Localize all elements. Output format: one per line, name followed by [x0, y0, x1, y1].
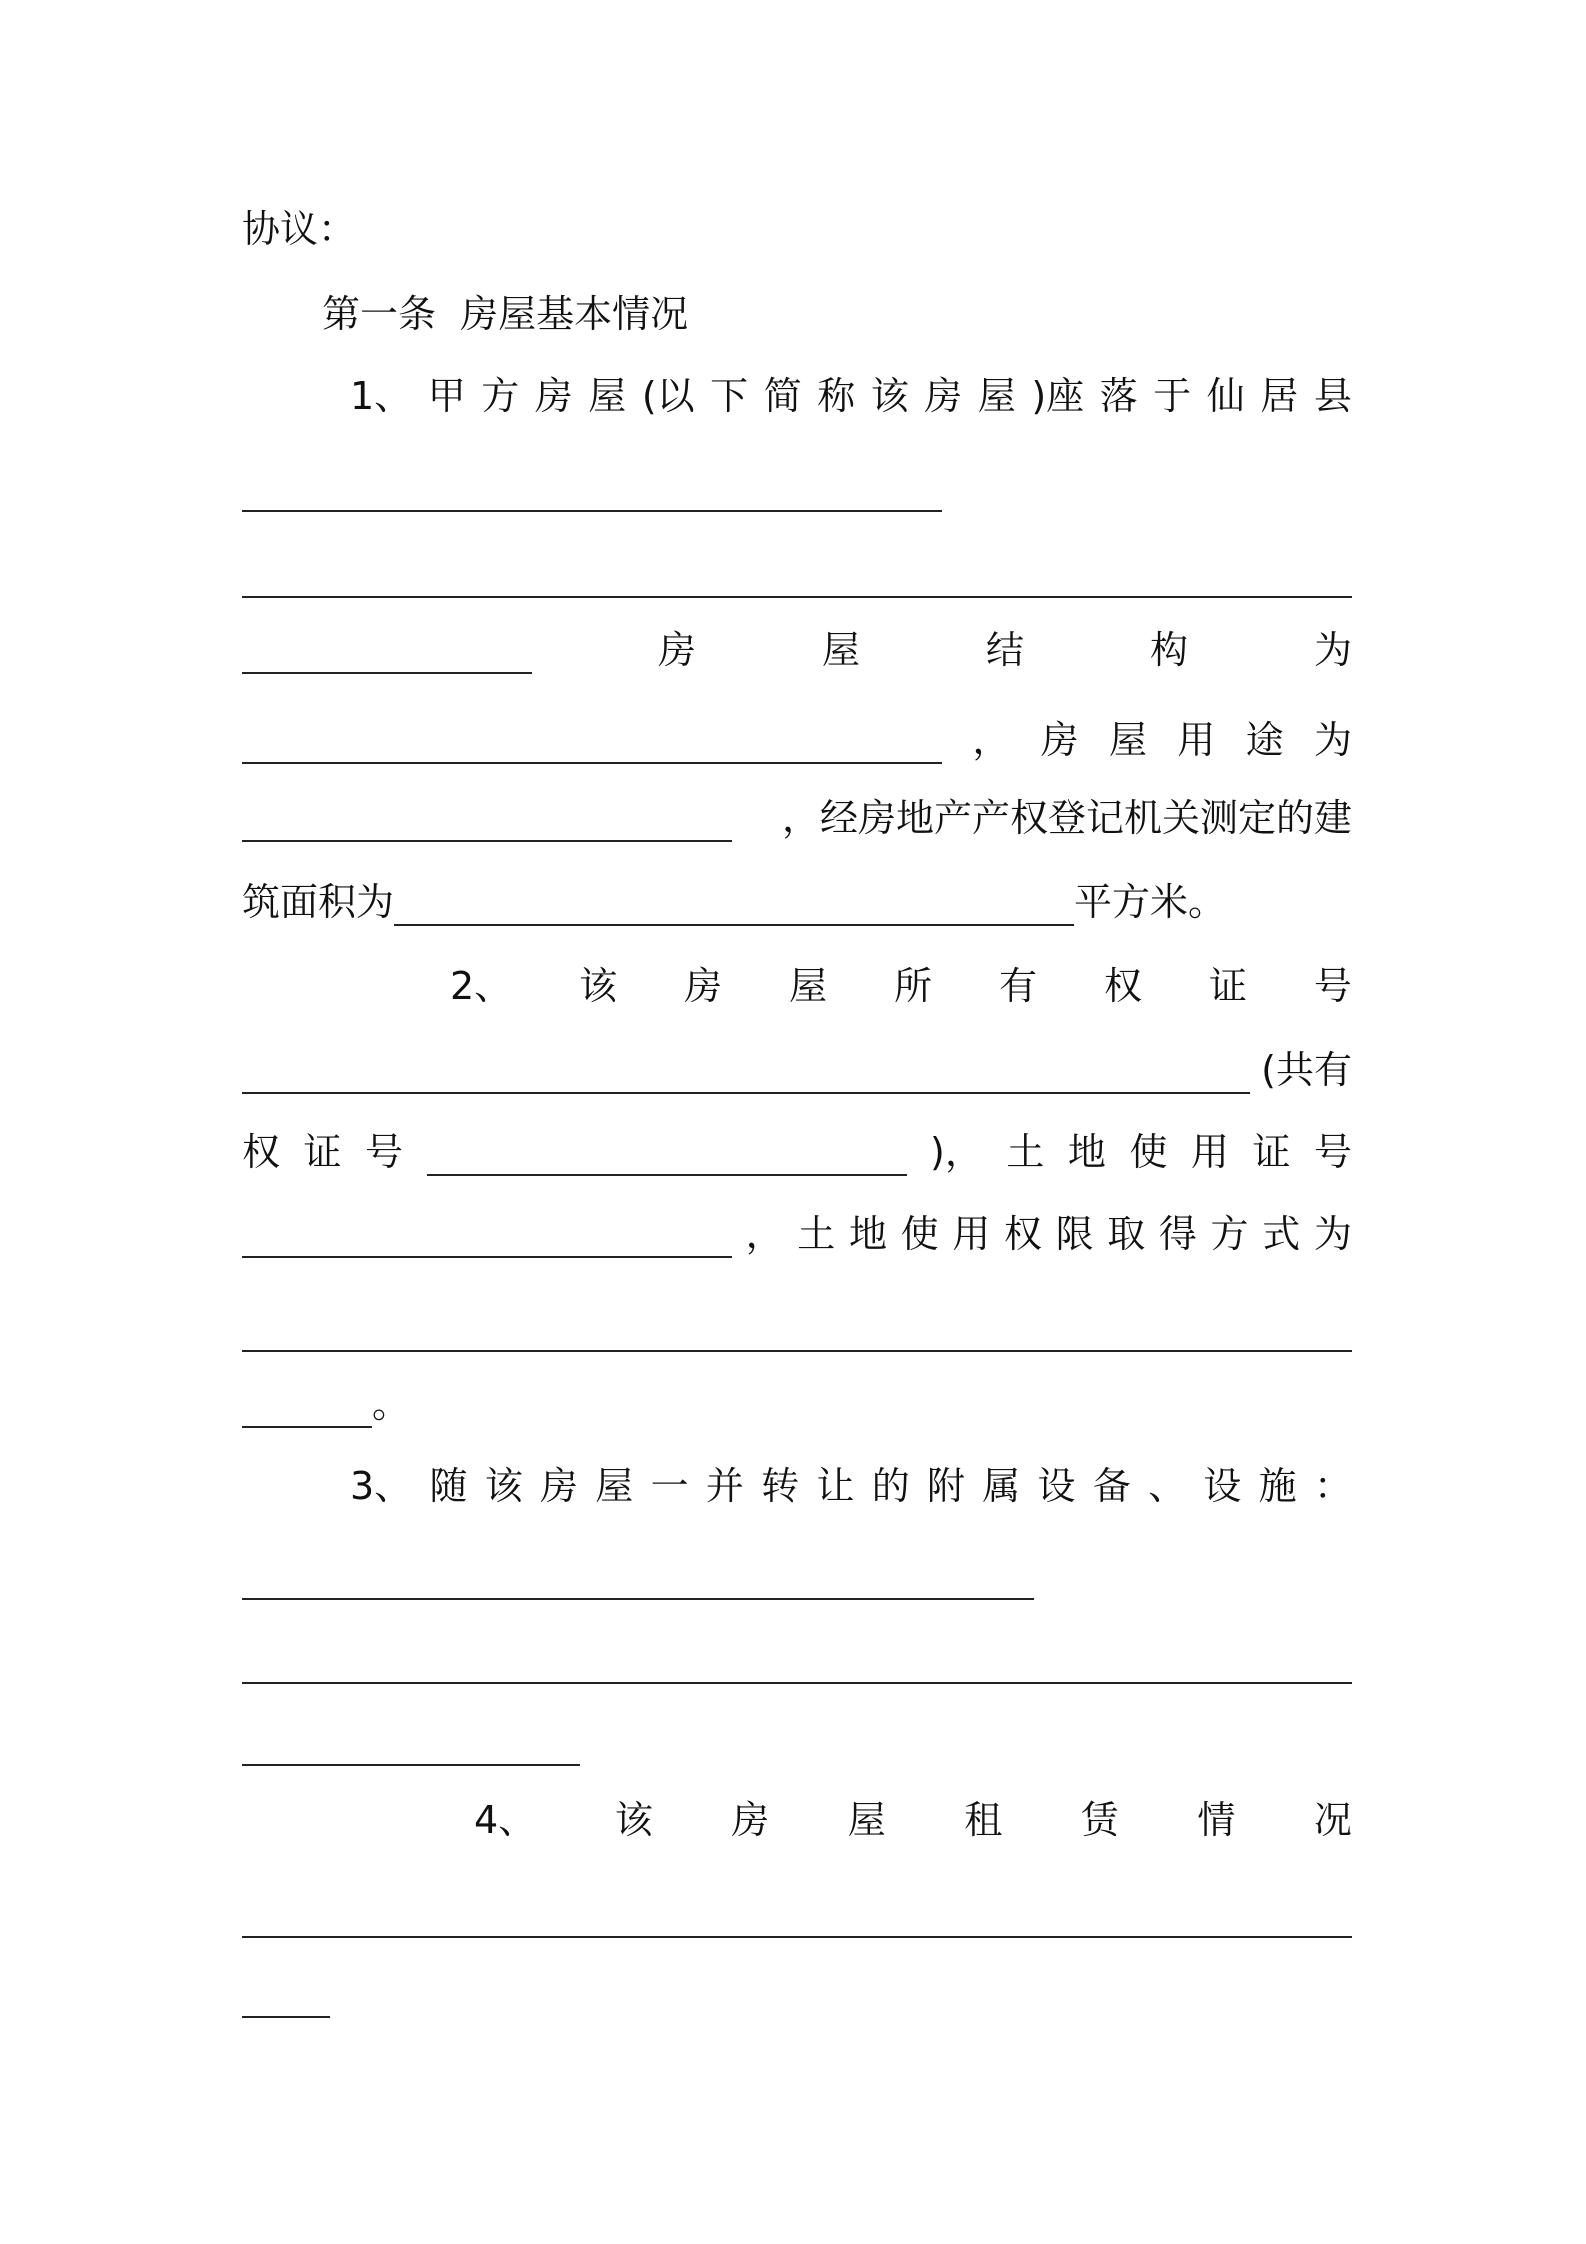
item3-char: 一 [650, 1464, 689, 1508]
item3-char: 的 [871, 1464, 910, 1508]
lease-blank[interactable] [242, 1986, 330, 2018]
facilities-blank[interactable] [242, 1652, 1352, 1684]
location-blank-line1 [242, 464, 1352, 512]
location-blank[interactable] [242, 566, 1352, 598]
land-method-char: 土 [797, 1212, 836, 1256]
item4-char: 租 [964, 1798, 1003, 1842]
land-method-end-line [242, 1380, 1352, 1428]
land-method-char: 方 [1210, 1212, 1249, 1256]
land-char: 使 [1129, 1130, 1168, 1174]
item1-char: 仙 [1206, 374, 1245, 418]
usage-char: 房 [1040, 718, 1079, 762]
period: 。 [372, 1382, 411, 1426]
shared-label-char: 号 [365, 1130, 404, 1174]
land-method-char: 用 [952, 1212, 991, 1256]
lease-blank-line1 [242, 1890, 1352, 1938]
item3-char: 属 [982, 1464, 1021, 1508]
article1-title [322, 290, 1352, 338]
land-method-char: 权 [1003, 1212, 1042, 1256]
land-char: 证 [1252, 1130, 1291, 1174]
item1-char: )座 [1031, 374, 1085, 418]
item1-char: 称 [817, 374, 856, 418]
item2-char: 证 [1208, 964, 1247, 1008]
comma: ， [745, 1212, 784, 1256]
item2-char: 所 [894, 964, 933, 1008]
land-char: 土 [1006, 1130, 1045, 1174]
usage-char: 屋 [1108, 718, 1147, 762]
shared-cert-line [242, 1128, 1352, 1176]
structure-char: 为 [1313, 628, 1352, 672]
intro-line [242, 205, 1352, 253]
item3-char: 附 [926, 1464, 965, 1508]
ownership-cert-line [242, 1046, 1352, 1094]
item3-char: 让 [816, 1464, 855, 1508]
lease-blank[interactable] [242, 1906, 1352, 1938]
land-char: 用 [1190, 1130, 1229, 1174]
item2-char: 权 [1103, 964, 1142, 1008]
item3-char: 该 [484, 1464, 523, 1508]
item4-char: 情 [1197, 1798, 1236, 1842]
facilities-blank-line3 [242, 1718, 1352, 1766]
land-method-char: 取 [1107, 1212, 1146, 1256]
land-method-blank[interactable] [242, 1320, 1352, 1352]
structure-blank[interactable] [242, 732, 942, 764]
usage-char: 途 [1245, 718, 1284, 762]
item3-char: 随 [429, 1464, 468, 1508]
item2-char: 房 [684, 964, 723, 1008]
facilities-blank[interactable] [242, 1568, 1034, 1600]
article1-title-text: 第一条 房屋基本情况 [322, 292, 689, 336]
item1-char: 于 [1153, 374, 1192, 418]
item1-char: 屋 [588, 374, 627, 418]
registration-line [242, 794, 1352, 842]
structure-char: 屋 [821, 628, 860, 672]
shared-label-char: 权 [242, 1130, 281, 1174]
facilities-blank-line2 [242, 1636, 1352, 1684]
item1-char: (以 [641, 374, 695, 418]
land-method-char: 限 [1055, 1212, 1094, 1256]
item3-char: 设 [1037, 1464, 1076, 1508]
land-method-char: 式 [1262, 1212, 1301, 1256]
structure-char: 房 [657, 628, 696, 672]
lease-blank-line2 [242, 1970, 1352, 2018]
item3-line1 [350, 1462, 1352, 1510]
item3-char: 设 [1203, 1464, 1242, 1508]
land-method-blank-end[interactable] [242, 1396, 372, 1428]
item4-line1 [474, 1796, 1352, 1844]
registration-text: ，经房地产产权登记机关测定的建 [781, 796, 1352, 840]
area-prefix: 筑面积为 [242, 880, 395, 924]
shared-label-char: 证 [303, 1130, 342, 1174]
item3-char: 转 [761, 1464, 800, 1508]
item4-char: 况 [1313, 1798, 1352, 1842]
facilities-blank[interactable] [242, 1734, 580, 1766]
land-method-char: 使 [900, 1212, 939, 1256]
structure-prefix-blank[interactable] [242, 642, 532, 674]
item3-char: 施 [1258, 1464, 1297, 1508]
land-method-char: 地 [848, 1212, 887, 1256]
item1-char: 甲 [427, 374, 466, 418]
ownership-cert-blank[interactable] [242, 1062, 1250, 1094]
item4-char: 该 [614, 1798, 653, 1842]
location-blank[interactable] [242, 480, 942, 512]
land-char: 地 [1067, 1130, 1106, 1174]
item4-number: 4、 [474, 1798, 537, 1842]
item1-char: 房 [534, 374, 573, 418]
usage-char: 用 [1177, 718, 1216, 762]
usage-char: 为 [1313, 718, 1352, 762]
item1-char: 县 [1313, 374, 1352, 418]
item3-number: 3、 [350, 1464, 413, 1508]
intro-text: 协议： [242, 207, 357, 251]
structure-char: 构 [1149, 628, 1188, 672]
item1-char: 房 [924, 374, 963, 418]
item1-char: 屋 [977, 374, 1016, 418]
item1-number: 1、 [350, 374, 413, 418]
item1-char: 该 [870, 374, 909, 418]
land-method-char: 为 [1313, 1212, 1352, 1256]
item1-char: 落 [1099, 374, 1138, 418]
shared-close: )， [930, 1130, 983, 1174]
item3-char: ： [1313, 1464, 1352, 1508]
item1-char: 居 [1260, 374, 1299, 418]
item1-char: 简 [763, 374, 802, 418]
item3-char: 备 [1092, 1464, 1131, 1508]
item3-char: 、 [1148, 1464, 1187, 1508]
land-cert-blank[interactable] [242, 1226, 732, 1258]
item2-char: 该 [579, 964, 618, 1008]
land-method-char: 得 [1158, 1212, 1197, 1256]
facilities-blank-line1 [242, 1552, 1352, 1600]
item3-char: 房 [540, 1464, 579, 1508]
comma: ， [972, 718, 1011, 762]
usage-blank[interactable] [242, 810, 732, 842]
item2-char: 有 [999, 964, 1038, 1008]
structure-char: 结 [985, 628, 1024, 672]
item1-line1 [350, 372, 1352, 420]
shared-open: (共有 [1261, 1048, 1352, 1092]
item4-char: 赁 [1080, 1798, 1119, 1842]
location-blank-line2 [242, 550, 1352, 598]
land-method-line [242, 1210, 1352, 1258]
item4-char: 房 [731, 1798, 770, 1842]
area-suffix: 平方米。 [1074, 880, 1227, 924]
item2-number: 2、 [450, 964, 513, 1008]
usage-line [242, 716, 1352, 764]
land-char: 号 [1313, 1130, 1352, 1174]
area-blank[interactable] [394, 894, 1074, 926]
item3-char: 屋 [595, 1464, 634, 1508]
item2-char: 屋 [789, 964, 828, 1008]
item1-char: 下 [710, 374, 749, 418]
item2-char: 号 [1313, 964, 1352, 1008]
area-line [242, 878, 1352, 926]
shared-cert-blank[interactable] [427, 1144, 907, 1176]
item3-char: 并 [705, 1464, 744, 1508]
item4-char: 屋 [847, 1798, 886, 1842]
land-method-blank-line [242, 1304, 1352, 1352]
structure-line [242, 626, 1352, 674]
item1-char: 方 [481, 374, 520, 418]
item2-line1 [450, 962, 1352, 1010]
